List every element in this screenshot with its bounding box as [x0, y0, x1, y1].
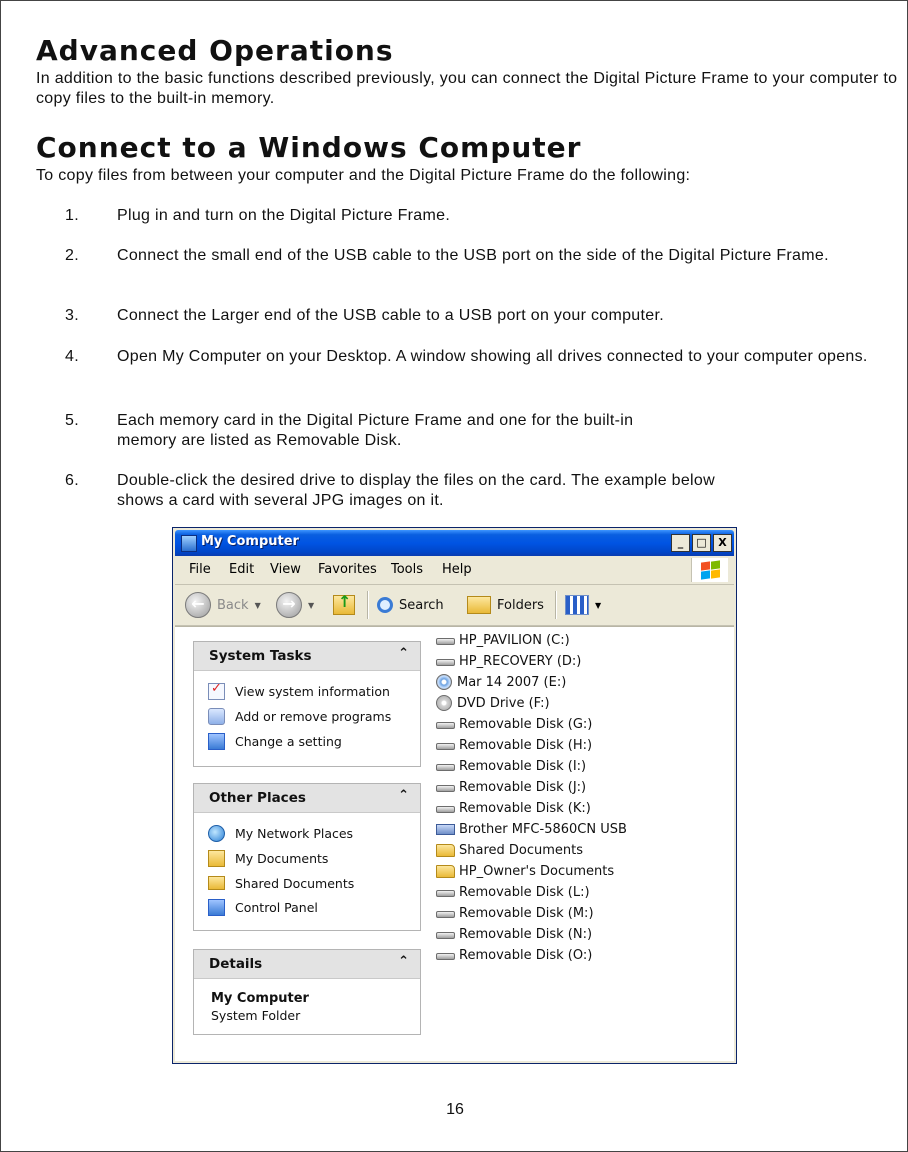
system-tasks-header[interactable]: [194, 642, 420, 671]
drive-item[interactable]: [436, 882, 590, 902]
menu-tools[interactable]: Tools: [391, 562, 424, 577]
drive-label: Removable Disk (O:): [459, 947, 593, 963]
step-number: 4.: [65, 348, 79, 365]
printer-scanner-icon: [436, 824, 455, 835]
place-shared-documents[interactable]: [208, 873, 354, 893]
drive-label: Removable Disk (N:): [459, 926, 593, 942]
drive-label: Mar 14 2007 (E:): [457, 674, 567, 690]
menu-view[interactable]: View: [270, 562, 301, 577]
drive-label: Removable Disk (L:): [459, 884, 590, 900]
drive-item[interactable]: [436, 672, 566, 692]
other-places-panel: [193, 783, 421, 931]
step-number: 3.: [65, 307, 79, 324]
place-label: My Network Places: [235, 825, 354, 841]
drive-label: Removable Disk (M:): [459, 905, 594, 921]
folder-icon: [436, 844, 455, 857]
system-info-icon: ✓: [208, 683, 225, 700]
drive-label: HP_RECOVERY (D:): [459, 653, 582, 669]
system-tasks-panel: [193, 641, 421, 767]
details-type: System Folder: [211, 1008, 301, 1023]
drive-label: Removable Disk (K:): [459, 800, 591, 816]
menu-favorites[interactable]: Favorites: [318, 562, 377, 577]
network-places-icon: [208, 825, 225, 842]
page-number: 16: [446, 1101, 464, 1118]
back-label: Back: [217, 597, 249, 613]
collapse-chevron-icon: ⌃: [398, 788, 409, 803]
removable-disk-icon: [436, 932, 455, 939]
drive-label: Brother MFC-5860CN USB: [459, 821, 627, 837]
drive-item[interactable]: [436, 924, 592, 944]
place-my-documents[interactable]: [208, 848, 328, 868]
computer-icon: [181, 535, 197, 552]
drive-item[interactable]: [436, 777, 586, 797]
step-number: 1.: [65, 207, 79, 224]
removable-disk-icon: [436, 911, 455, 918]
my-computer-window: [172, 527, 737, 1064]
drive-label: HP_PAVILION (C:): [459, 632, 570, 648]
place-label: Control Panel: [235, 899, 318, 915]
close-button[interactable]: X: [713, 534, 732, 552]
collapse-chevron-icon: ⌃: [398, 954, 409, 969]
removable-disk-icon: [436, 743, 455, 750]
maximize-button[interactable]: □: [692, 534, 711, 552]
drive-item[interactable]: [436, 735, 592, 755]
drive-label: Removable Disk (H:): [459, 737, 593, 753]
toolbar-separator: [555, 591, 557, 619]
window-title: My Computer: [201, 534, 299, 549]
step-text: Plug in and turn on the Digital Picture Frame.: [117, 207, 451, 224]
step-text: Connect the small end of the USB cable to the USB port on the side of the Digital Picture Frame.: [117, 247, 829, 264]
drive-item[interactable]: [436, 756, 586, 776]
content-area: [175, 626, 734, 1061]
my-documents-icon: [208, 850, 225, 867]
task-label: View system information: [235, 683, 390, 699]
step-text: Open My Computer on your Desktop. A window showing all drives connected to your computer opens.: [117, 348, 868, 365]
task-view-system-information[interactable]: [208, 681, 390, 701]
forward-button[interactable]: [276, 591, 314, 619]
step-text: Connect the Larger end of the USB cable to a USB port on your computer.: [117, 307, 664, 324]
drive-item[interactable]: [436, 903, 594, 923]
lead-paragraph: To copy files from between your computer and the Digital Picture Frame do the following:: [36, 167, 691, 184]
search-label: Search: [399, 597, 444, 613]
drive-item[interactable]: [436, 840, 583, 860]
drive-item[interactable]: [436, 714, 592, 734]
removable-disk-icon: [436, 953, 455, 960]
removable-disk-icon: [436, 764, 455, 771]
hard-drive-icon: [436, 659, 455, 666]
drive-label: DVD Drive (F:): [457, 695, 550, 711]
collapse-chevron-icon: ⌃: [398, 646, 409, 661]
place-label: My Documents: [235, 850, 329, 866]
removable-disk-icon: [436, 890, 455, 897]
drive-item[interactable]: [436, 651, 581, 671]
drive-label: Shared Documents: [459, 842, 584, 858]
drive-item[interactable]: [436, 819, 627, 839]
task-label: Change a setting: [235, 733, 342, 749]
step-number: 6.: [65, 472, 79, 489]
chevron-down-icon: ▼: [308, 600, 315, 610]
place-my-network-places[interactable]: [208, 823, 353, 843]
removable-disk-icon: [436, 785, 455, 792]
hard-drive-icon: [436, 638, 455, 645]
place-label: Shared Documents: [235, 875, 355, 891]
folders-icon: [467, 596, 491, 614]
drive-item[interactable]: [436, 630, 570, 650]
toolbar-separator: [367, 591, 369, 619]
removable-disk-icon: [436, 806, 455, 813]
views-icon: [565, 595, 589, 615]
folder-icon: [436, 865, 455, 878]
details-header[interactable]: [194, 950, 420, 979]
add-remove-programs-icon: [208, 708, 225, 725]
step-text: Double-click the desired drive to display the files on the card. The example below shows a card with several JPG images on it.: [117, 472, 715, 509]
control-panel-icon: [208, 899, 225, 916]
menu-help[interactable]: Help: [442, 562, 472, 577]
minimize-button[interactable]: _: [671, 534, 690, 552]
step-text: Each memory card in the Digital Picture Frame and one for the built-in memory are listed as Removable Disk.: [117, 412, 634, 449]
panel-title: Other Places: [209, 790, 306, 806]
search-icon: [377, 597, 393, 613]
panel-title: System Tasks: [209, 648, 312, 664]
forward-arrow-icon: →: [276, 592, 302, 618]
details-name: My Computer: [211, 991, 309, 1006]
folder-icon: [208, 876, 225, 890]
drive-label: Removable Disk (G:): [459, 716, 593, 732]
dvd-icon: [436, 695, 452, 711]
search-button[interactable]: [377, 591, 444, 619]
task-change-setting[interactable]: [208, 731, 342, 751]
task-add-remove-programs[interactable]: [208, 706, 391, 726]
windows-logo-icon: [691, 558, 728, 582]
menu-edit[interactable]: Edit: [229, 562, 255, 577]
step-number: 2.: [65, 247, 79, 264]
section-heading-connect-windows: Connect to a Windows Computer: [36, 131, 582, 164]
other-places-header[interactable]: [194, 784, 420, 813]
toolbar: [175, 585, 734, 626]
removable-disk-icon: [436, 722, 455, 729]
menu-bar: [175, 556, 734, 585]
drive-label: Removable Disk (J:): [459, 779, 587, 795]
chevron-down-icon: ▼: [254, 600, 261, 610]
drive-item[interactable]: [436, 798, 591, 818]
back-arrow-icon: ←: [185, 592, 211, 618]
place-control-panel[interactable]: [208, 897, 318, 917]
up-folder-button[interactable]: [333, 591, 355, 619]
back-button[interactable]: [185, 591, 261, 619]
drive-item[interactable]: [436, 861, 614, 881]
drive-label: Removable Disk (I:): [459, 758, 587, 774]
step-number: 5.: [65, 412, 79, 429]
intro-paragraph: In addition to the basic functions described previously, you can connect the Digital Picture Frame to your computer to copy files to the built-in memory.: [36, 70, 898, 107]
cd-icon: [436, 674, 452, 690]
chevron-down-icon: ▼: [595, 600, 602, 610]
folders-button[interactable]: [467, 591, 544, 619]
drive-label: HP_Owner's Documents: [459, 863, 615, 879]
control-panel-icon: [208, 733, 225, 750]
drive-item[interactable]: [436, 945, 592, 965]
section-heading-advanced-operations: Advanced Operations: [36, 34, 394, 67]
folders-label: Folders: [497, 597, 544, 613]
views-button[interactable]: [565, 591, 601, 619]
title-bar[interactable]: [175, 530, 734, 556]
panel-title: Details: [209, 956, 263, 972]
drive-item[interactable]: [436, 693, 550, 713]
details-panel: [193, 949, 421, 1035]
menu-file[interactable]: File: [189, 562, 211, 577]
task-label: Add or remove programs: [235, 708, 392, 724]
up-folder-icon: ↑: [333, 595, 355, 615]
